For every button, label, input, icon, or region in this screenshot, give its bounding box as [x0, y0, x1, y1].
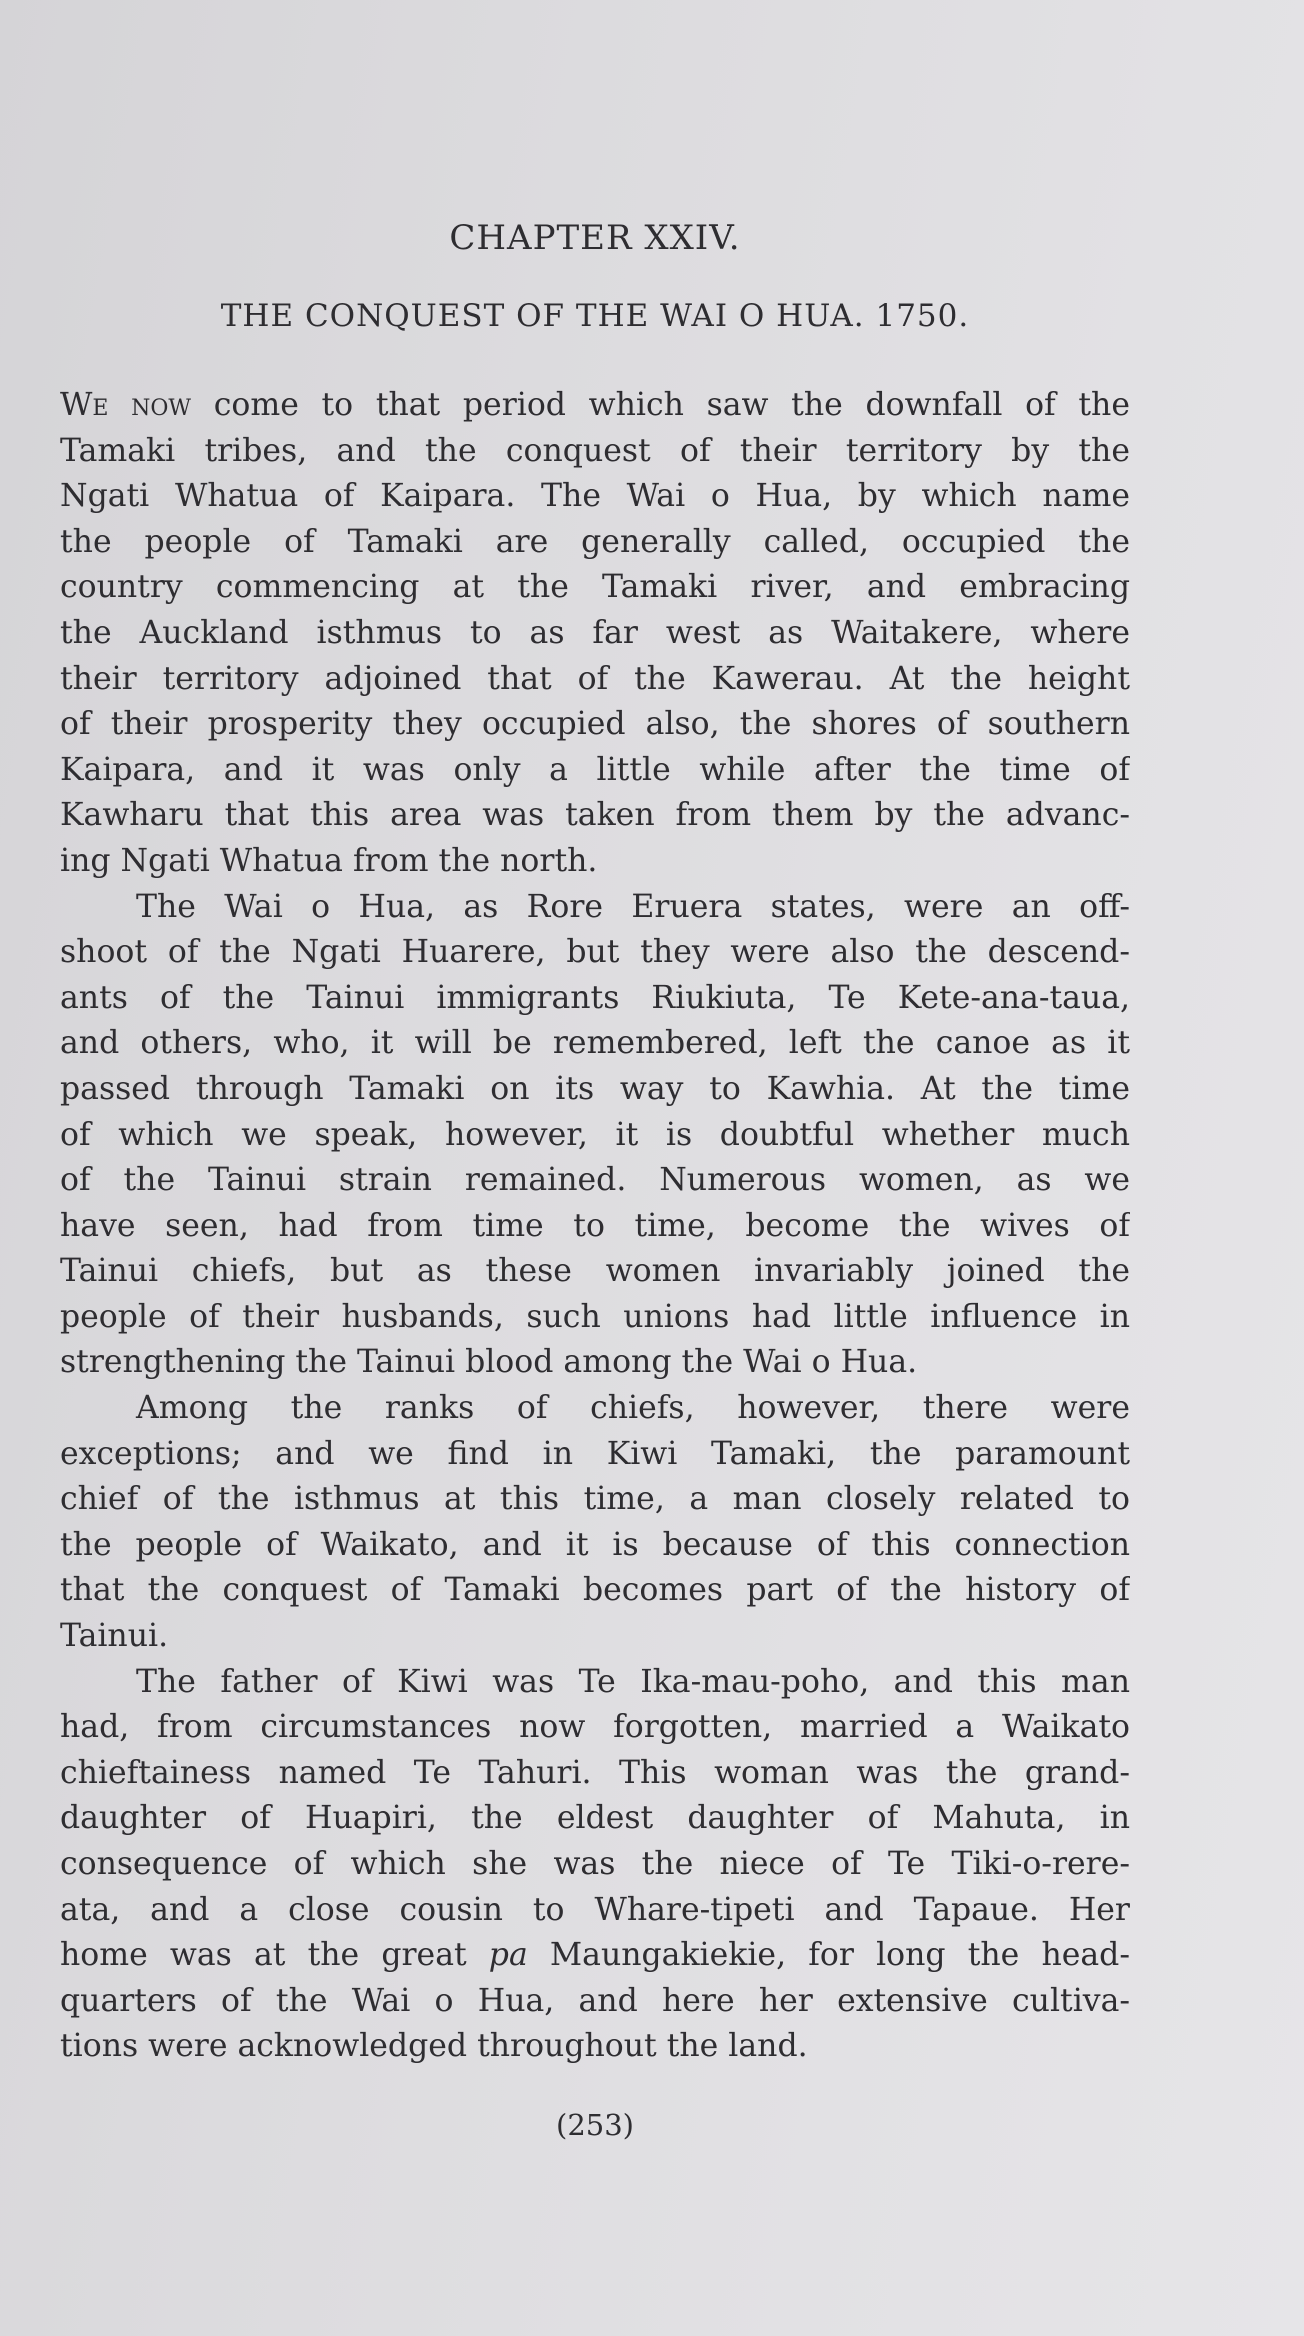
text-line: The Wai o Hua, as Rore Eruera states, were an off- [136, 888, 1130, 925]
text-line: exceptions; and we find in Kiwi Tamaki, the paramount [60, 1435, 1130, 1472]
text-line: Ngati Whatua of Kaipara. The Wai o Hua, by which name [60, 478, 1130, 515]
text-line: had, from circumstances now forgotten, married a Waikato [60, 1709, 1130, 1746]
text-line: Tamaki tribes, and the conquest of their territory by the [60, 432, 1130, 469]
opening-smallcaps: We now [60, 387, 192, 423]
text-line: country commencing at the Tamaki river, and embracing [60, 569, 1130, 606]
text-line: of the Tainui strain remained. Numerous women, as we [60, 1162, 1130, 1199]
text-line: of their prosperity they occupied also, the shores of southern [60, 706, 1130, 743]
text-line: home was at the great pa Maungakiekie, for long the head- [60, 1937, 1130, 1974]
text-line: passed through Tamaki on its way to Kawhia. At the time [60, 1070, 1130, 1107]
text-line: and others, who, it will be remembered, left the canoe as it [60, 1025, 1130, 1062]
text-line: their territory adjoined that of the Kawerau. At the height [60, 660, 1130, 697]
text-line: have seen, had from time to time, become the wives of [60, 1207, 1130, 1244]
text-line: chief of the isthmus at this time, a man closely related to [60, 1481, 1130, 1518]
text-line: We now come to that period which saw the downfall of the [60, 387, 1130, 423]
body-text [60, 383, 1130, 2070]
text-line: ants of the Tainui immigrants Riukiuta, Te Kete-ana-taua, [60, 979, 1130, 1016]
text-line: ata, and a close cousin to Whare-tipeti and Tapaue. Her [60, 1891, 1130, 1928]
text-line: of which we speak, however, it is doubtful whether much [60, 1116, 1130, 1153]
text-line: the people of Tamaki are generally called, occupied the [60, 523, 1130, 560]
text-line: daughter of Huapiri, the eldest daughter of Mahuta, in [60, 1800, 1130, 1837]
chapter-label: CHAPTER XXIV. [449, 218, 741, 258]
text-line: Tainui. [60, 1618, 169, 1655]
text-line: the Auckland isthmus to as far west as Waitakere, where [60, 614, 1130, 651]
text-line: quarters of the Wai o Hua, and here her extensive cultiva- [60, 1982, 1130, 2019]
chapter-title: THE CONQUEST OF THE WAI O HUA. 1750. [220, 298, 970, 334]
text-line: chieftainess named Te Tahuri. This woman was the grand- [60, 1754, 1130, 1791]
text-line: that the conquest of Tamaki becomes part of the history of [60, 1572, 1130, 1609]
italic-word: pa [488, 1937, 528, 1974]
text-line: shoot of the Ngati Huarere, but they were also the descend- [60, 934, 1130, 971]
text-line: Kawharu that this area was taken from them by the advanc- [60, 797, 1130, 834]
text-line: consequence of which she was the niece of Te Tiki-o-rere- [60, 1846, 1130, 1882]
book-page [60, 0, 1130, 2336]
text-line: ing Ngati Whatua from the north. [60, 842, 598, 879]
text-line: Among the ranks of chiefs, however, there were [136, 1390, 1130, 1427]
text-line: Kaipara, and it was only a little while after the time of [60, 751, 1130, 788]
text-line: the people of Waikato, and it is because of this connection [60, 1526, 1130, 1563]
text-line: tions were acknowledged throughout the land. [60, 2028, 808, 2065]
text-line: The father of Kiwi was Te Ika-mau-poho, and this man [136, 1663, 1130, 1700]
text-line: people of their husbands, such unions had little influence in [60, 1298, 1130, 1335]
text-line: strengthening the Tainui blood among the Wai o Hua. [60, 1344, 918, 1381]
text-line: Tainui chiefs, but as these women invariably joined the [60, 1253, 1130, 1290]
page-number: (253) [556, 2108, 634, 2142]
